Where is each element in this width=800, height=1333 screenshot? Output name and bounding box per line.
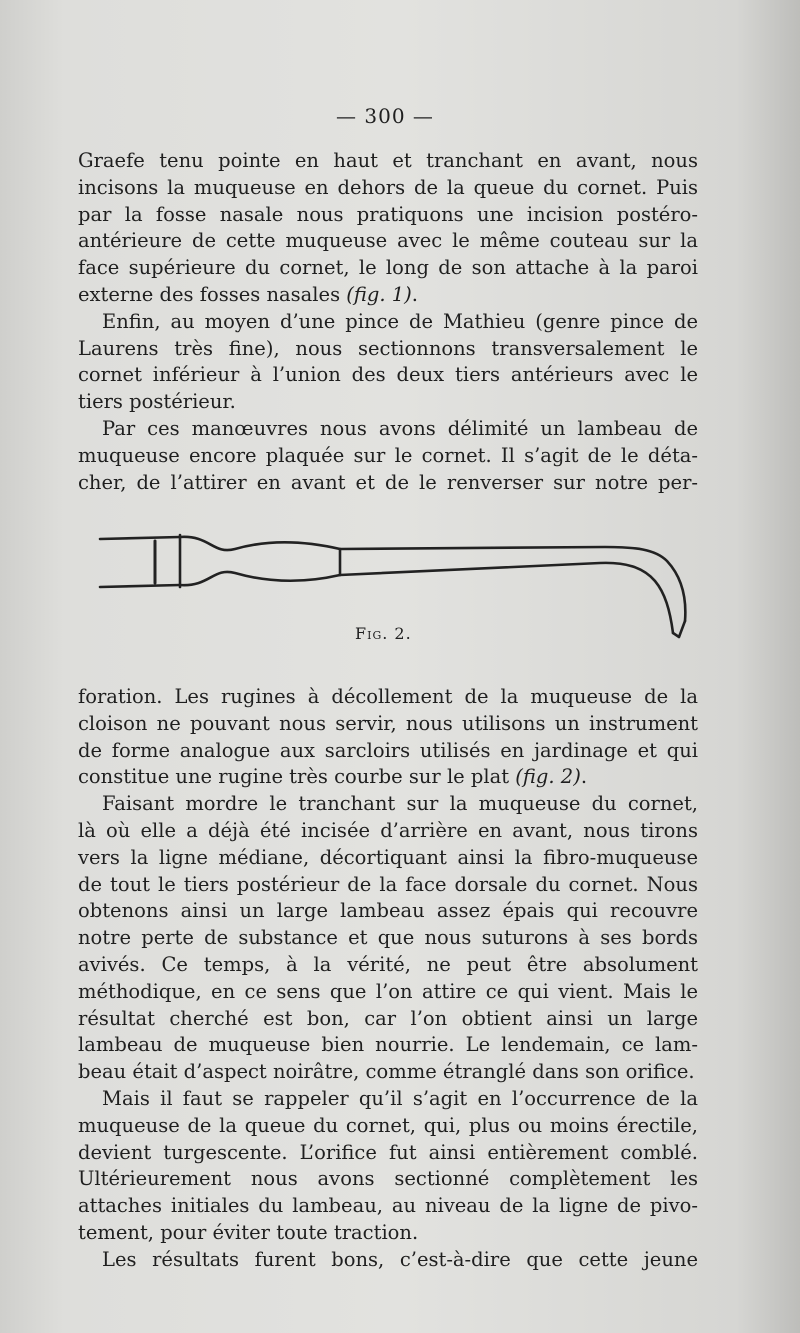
text-line: Ultérieurement nous avons sectionné complètement les	[78, 1167, 698, 1191]
paragraph	[78, 148, 698, 309]
text-line: foration. Les rugines à décollement de la muqueuse de la	[78, 685, 698, 708]
text-line: devient turgescente. L’orifice fut ainsi entièrement comblé.	[78, 1140, 698, 1164]
text-line: vers la ligne médiane, décortiquant ainsi la fibro-muqueuse	[78, 845, 698, 869]
text-line: constitue une rugine très courbe sur le plat (fig. 2).	[78, 765, 588, 789]
text-line: externe des fosses nasales (fig. 1).	[78, 282, 418, 306]
figure-reference: (fig. 1)	[346, 282, 412, 306]
text-line: avivés. Ce temps, à la vérité, ne peut être absolument	[78, 952, 698, 976]
text-line: résultat cherché est bon, car l’on obtient ainsi un large	[78, 1006, 698, 1030]
text-line: de forme analogue aux sarcloirs utilisés en jardinage et qui	[78, 738, 698, 762]
page-number: — 300 —	[336, 104, 434, 128]
text-line: attaches initiales du lambeau, au niveau de la ligne de pivo-	[78, 1194, 698, 1218]
text-line: obtenons ainsi un large lambeau assez épais qui recouvre	[78, 899, 698, 923]
text-line: incisons la muqueuse en dehors de la queue du cornet. Puis	[78, 175, 698, 199]
text-line: muqueuse encore plaquée sur le cornet. Il s’agit de le déta-	[78, 443, 698, 467]
text-line: tiers postérieur.	[78, 390, 236, 414]
text-line: cloison ne pouvant nous servir, nous utilisons un instrument	[78, 711, 698, 735]
paragraph	[78, 1247, 698, 1274]
text-line: Enfin, au moyen d’une pince de Mathieu (genre pince de	[102, 309, 698, 333]
paragraph	[78, 309, 698, 416]
text-line: Par ces manœuvres nous avons délimité un lambeau de	[102, 416, 698, 440]
text-line: là où elle a déjà été incisée d’arrière en avant, nous tirons	[78, 818, 698, 842]
text-line: antérieure de cette muqueuse avec le même couteau sur la	[78, 229, 698, 253]
text-line: par la fosse nasale nous pratiquons une incision postéro-	[78, 202, 698, 226]
text-line: méthodique, en ce sens que l’on attire ce qui vient. Mais le	[78, 979, 698, 1003]
paragraph	[78, 791, 698, 1086]
text-block-top	[78, 148, 698, 496]
text-line: cher, de l’attirer en avant et de le renverser sur notre per-	[78, 470, 698, 494]
text-line: notre perte de substance et que nous suturons à ses bords	[78, 926, 698, 950]
text-line: Faisant mordre le tranchant sur la muqueuse du cornet,	[102, 792, 698, 816]
text-line: de tout le tiers postérieur de la face dorsale du cornet. Nous	[78, 872, 698, 896]
paragraph	[78, 1086, 698, 1247]
text-line: lambeau de muqueuse bien nourrie. Le lendemain, ce lam-	[78, 1033, 698, 1057]
figure-caption: Fig. 2.	[355, 624, 412, 643]
text-line: cornet inférieur à l’union des deux tiers antérieurs avec le	[78, 363, 698, 387]
text-line: Mais il faut se rappeler qu’il s’agit en l’occurrence de la	[102, 1086, 698, 1110]
paragraph	[78, 684, 698, 791]
text-line: tement, pour éviter toute traction.	[78, 1220, 419, 1244]
text-line: Les résultats furent bons, c’est-à-dire que cette jeune	[102, 1247, 698, 1271]
paragraph	[78, 416, 698, 496]
figure-reference: (fig. 2)	[515, 765, 581, 789]
text-line: muqueuse de la queue du cornet, qui, plus ou moins érectile,	[78, 1113, 698, 1137]
text-line: Graefe tenu pointe en haut et tranchant en avant, nous	[78, 149, 698, 172]
text-line: beau était d’aspect noirâtre, comme étranglé dans son orifice.	[78, 1060, 695, 1084]
text-line: face supérieure du cornet, le long de son attache à la paroi	[78, 256, 698, 280]
text-block-bottom	[78, 684, 698, 1274]
text-line: Laurens très fine), nous sectionnons transversalement le	[78, 336, 698, 360]
